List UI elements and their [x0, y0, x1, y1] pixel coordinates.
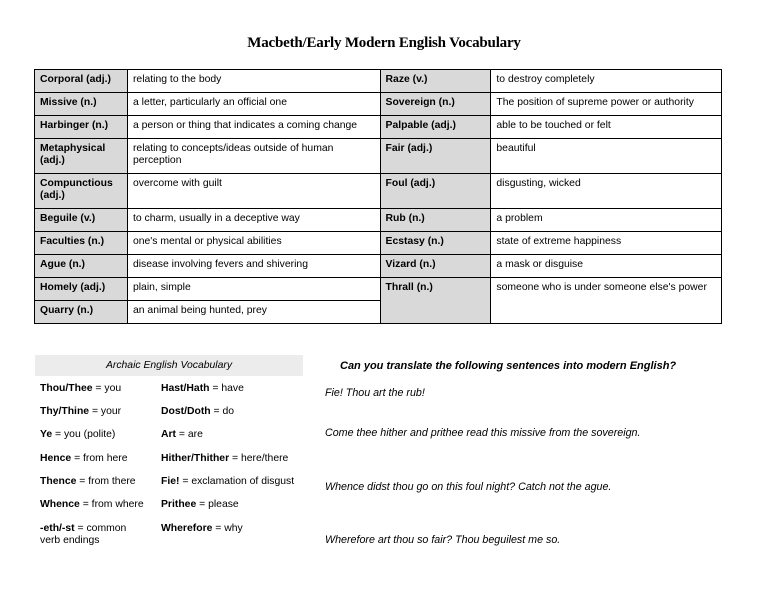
archaic-item: Fie! = exclamation of disgust [161, 476, 295, 487]
archaic-item: Hast/Hath = have [161, 383, 244, 394]
definition-cell: overcome with guilt [127, 174, 380, 209]
table-row [35, 232, 722, 255]
translate-sentence: Wherefore art thou so fair? Thou beguilest me so. [325, 534, 561, 546]
archaic-item: Prithee = please [161, 499, 239, 510]
definition-cell: a problem [491, 209, 722, 232]
term-cell: Beguile (v.) [35, 209, 128, 232]
definition-cell: state of extreme happiness [491, 232, 722, 255]
archaic-item: -eth/-st = common verb endings [40, 523, 127, 546]
definition-cell: The position of supreme power or authority [491, 93, 722, 116]
term-cell: Sovereign (n.) [380, 93, 491, 116]
archaic-item: Thence = from there [40, 476, 136, 487]
definition-cell: relating to concepts/ideas outside of human perception [127, 139, 380, 174]
definition-cell: a person or thing that indicates a coming change [127, 116, 380, 139]
archaic-item: Dost/Doth = do [161, 406, 235, 417]
table-row [35, 116, 722, 139]
term-cell: Metaphysical (adj.) [35, 139, 128, 174]
archaic-item: Hither/Thither = here/there [161, 453, 289, 464]
definition-cell: relating to the body [127, 70, 380, 93]
definition-cell: a letter, particularly an official one [127, 93, 380, 116]
term-cell: Vizard (n.) [380, 255, 491, 278]
term-cell: Fair (adj.) [380, 139, 491, 174]
table-row [35, 70, 722, 93]
archaic-item: Hence = from here [40, 453, 128, 464]
definition-cell: plain, simple [127, 278, 380, 301]
table-row [35, 174, 722, 209]
table-row [35, 209, 722, 232]
term-cell: Thrall (n.) [380, 278, 491, 324]
archaic-item: Wherefore = why [161, 523, 243, 534]
definition-cell: disgusting, wicked [491, 174, 722, 209]
term-cell: Homely (adj.) [35, 278, 128, 301]
definition-cell: disease involving fevers and shivering [127, 255, 380, 278]
term-cell: Ague (n.) [35, 255, 128, 278]
table-row [35, 255, 722, 278]
table-row [35, 278, 722, 301]
translate-sentence: Whence didst thou go on this foul night? Catch not the ague. [325, 481, 612, 493]
term-cell: Missive (n.) [35, 93, 128, 116]
term-cell: Palpable (adj.) [380, 116, 491, 139]
translate-sentence: Fie! Thou art the rub! [325, 387, 425, 399]
definition-cell: to destroy completely [491, 70, 722, 93]
term-cell: Quarry (n.) [35, 301, 128, 324]
term-cell: Faculties (n.) [35, 232, 128, 255]
term-cell: Foul (adj.) [380, 174, 491, 209]
vocabulary-table [34, 69, 722, 324]
definition-cell: an animal being hunted, prey [127, 301, 380, 324]
definition-cell: a mask or disguise [491, 255, 722, 278]
term-cell: Corporal (adj.) [35, 70, 128, 93]
archaic-item: Art = are [161, 429, 203, 440]
term-cell: Harbinger (n.) [35, 116, 128, 139]
table-row [35, 139, 722, 174]
translate-heading: Can you translate the following sentences into modern English? [340, 360, 677, 372]
definition-cell: able to be touched or felt [491, 116, 722, 139]
term-cell: Rub (n.) [380, 209, 491, 232]
term-cell: Ecstasy (n.) [380, 232, 491, 255]
definition-cell: to charm, usually in a deceptive way [127, 209, 380, 232]
archaic-vocab-heading: Archaic English Vocabulary [35, 355, 303, 376]
archaic-item: Whence = from where [40, 499, 144, 510]
archaic-item: Ye = you (polite) [40, 429, 116, 440]
definition-cell: beautiful [491, 139, 722, 174]
translate-sentence: Come thee hither and prithee read this missive from the sovereign. [325, 427, 641, 439]
archaic-item: Thy/Thine = your [40, 406, 122, 417]
definition-cell: one's mental or physical abilities [127, 232, 380, 255]
document-title: Macbeth/Early Modern English Vocabulary [247, 35, 521, 51]
term-cell: Raze (v.) [380, 70, 491, 93]
archaic-item: Thou/Thee = you [40, 383, 122, 394]
definition-cell: someone who is under someone else's power [491, 278, 722, 324]
term-cell: Compunctious (adj.) [35, 174, 128, 209]
table-row [35, 93, 722, 116]
